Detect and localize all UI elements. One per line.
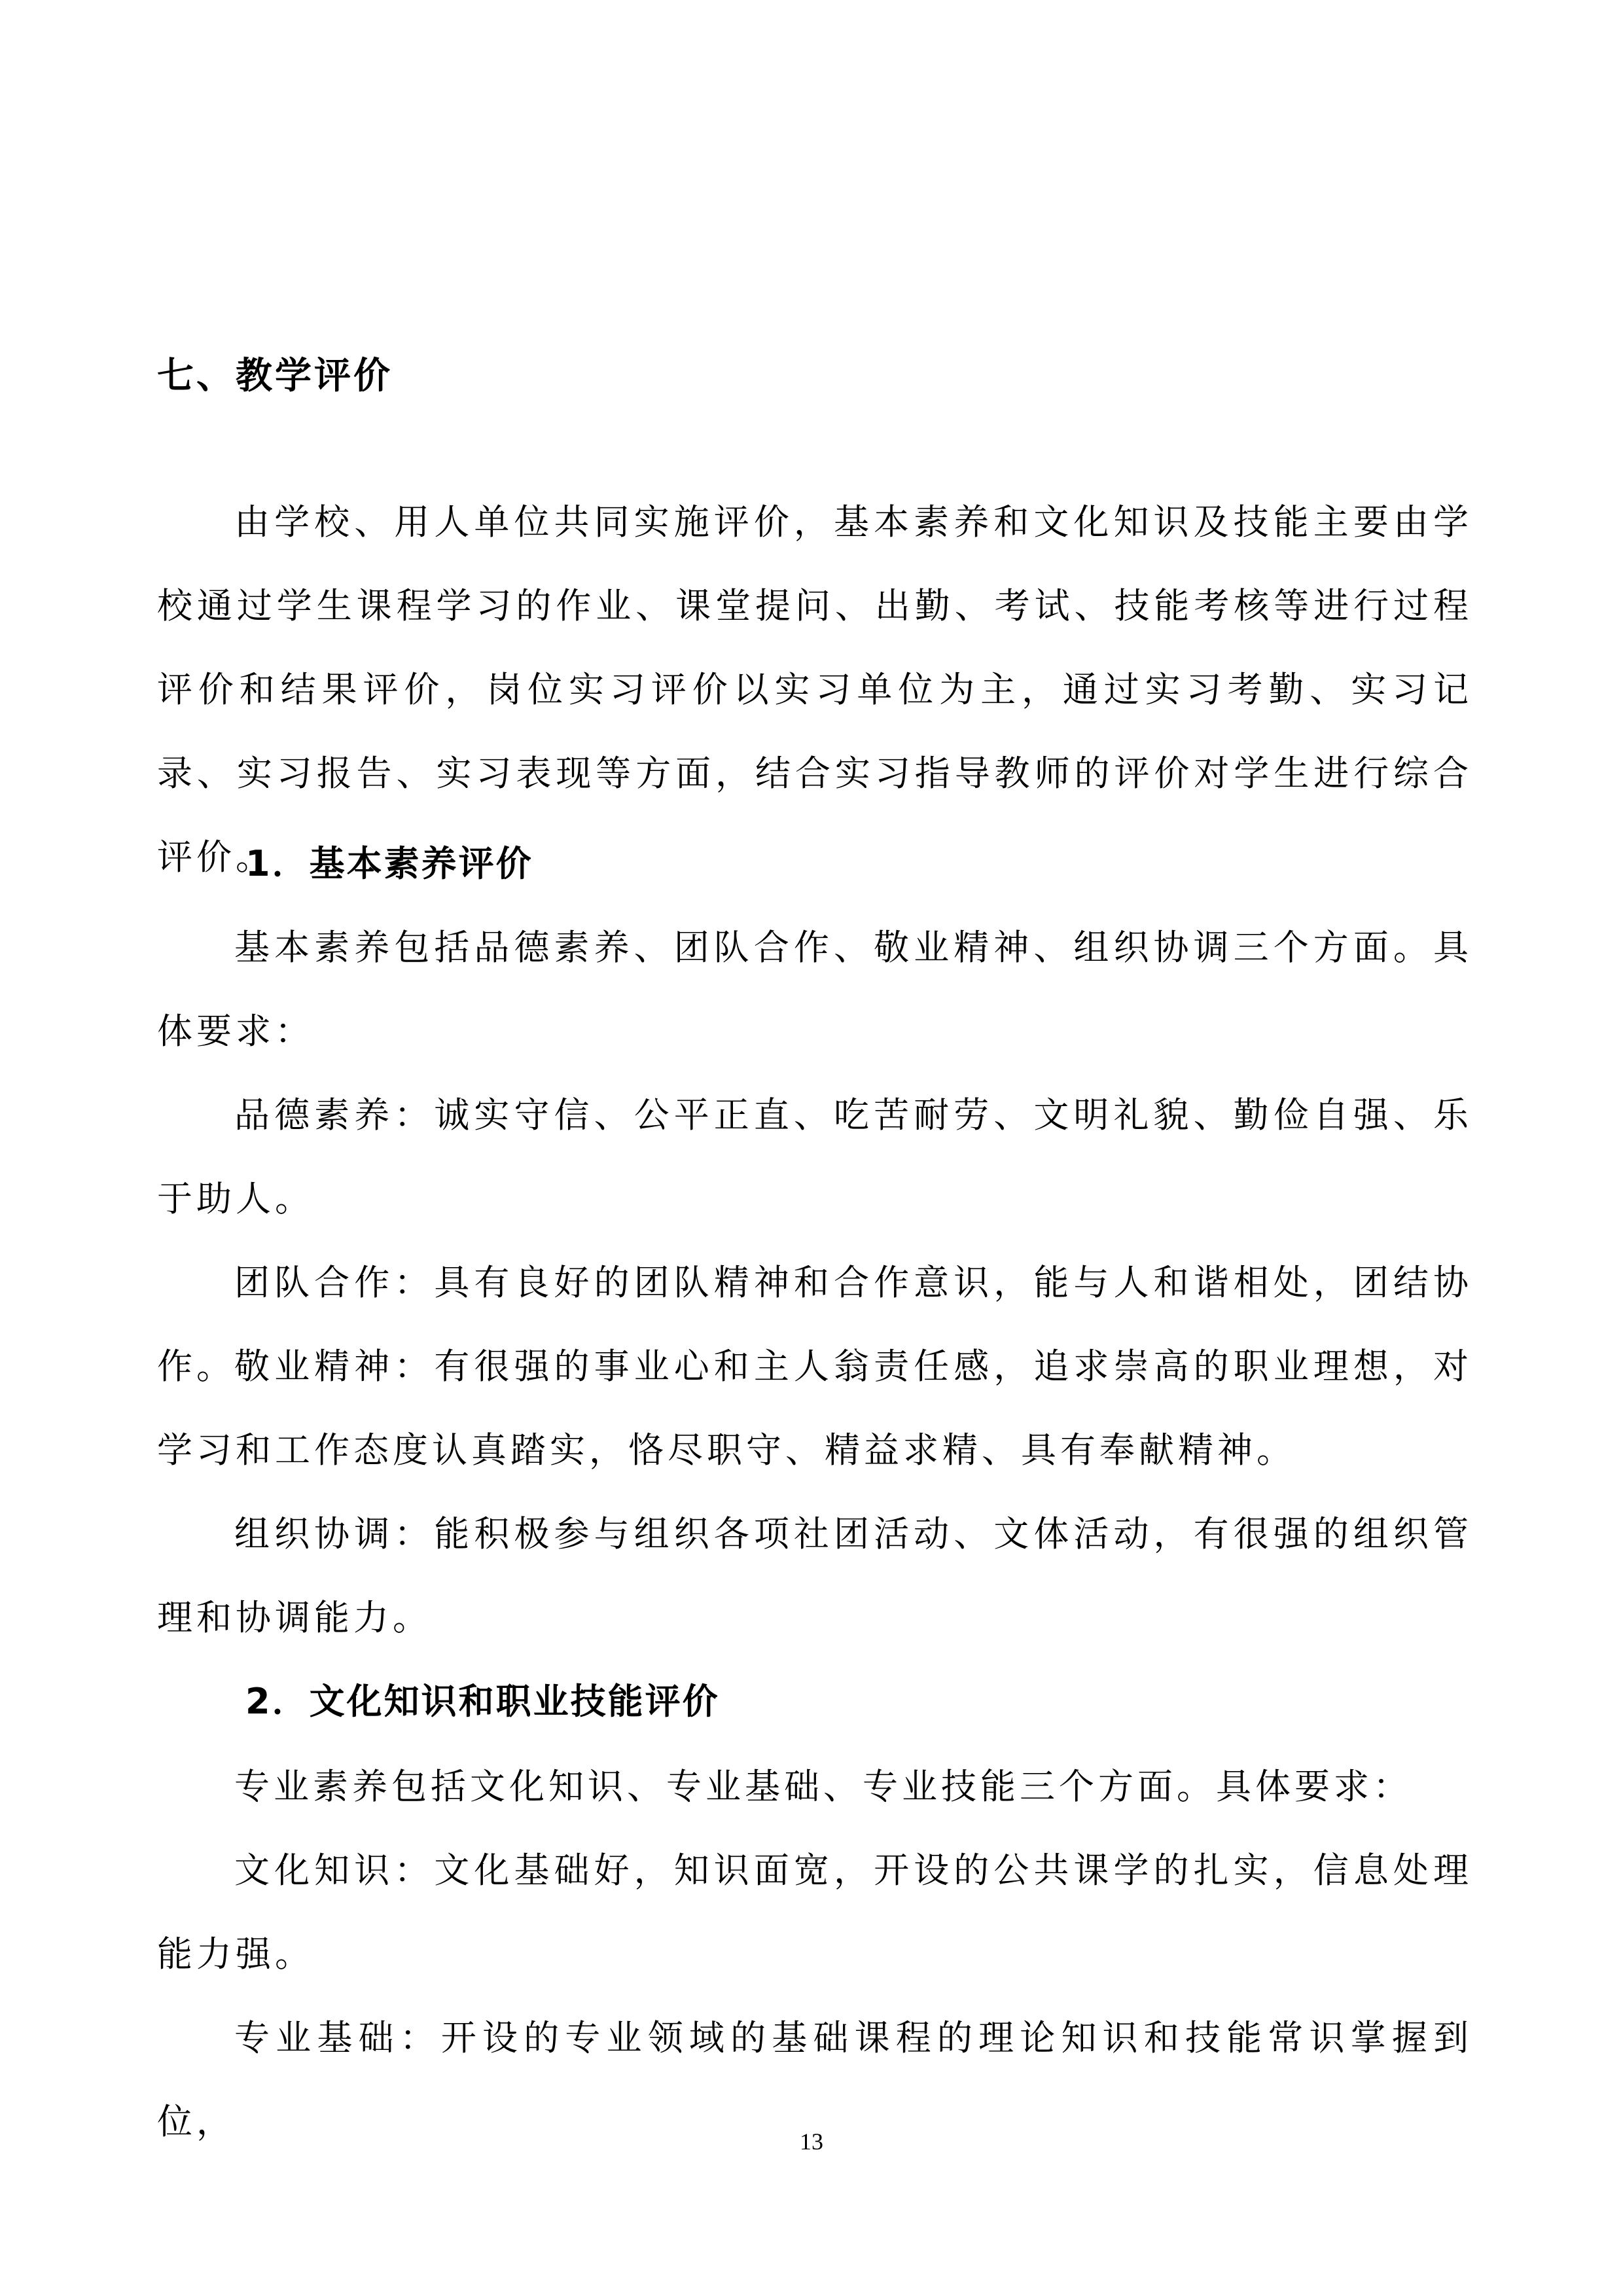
section-title: 七、教学评价 <box>157 355 393 397</box>
item-professional-foundation: 专业基础：开设的专业领域的基础课程的理论知识和技能常识掌握到位， <box>157 2017 1472 2142</box>
item-cultural-knowledge: 文化知识：文化基础好，知识面宽，开设的公共课学的扎实，信息处理能力强。 <box>157 1850 1472 1975</box>
item-moral-quality: 品德素养：诚实守信、公平正直、吃苦耐劳、文明礼貌、勤俭自强、乐于助人。 <box>157 1094 1472 1219</box>
intro-paragraph: 由学校、用人单位共同实施评价，基本素养和文化知识及技能主要由学校通过学生课程学习的作业、课堂提问、出勤、考试、技能考核等进行过程评价和结果评价，岗位实习评价以实习单位为主，通过实习考勤、实习记录、实习报告、实习表现等方面，结合实习指导教师的评价对学生进行综合评价。 <box>157 501 1472 878</box>
knowledge-skills-summary: 专业素养包括文化知识、专业基础、专业技能三个方面。具体要求： <box>234 1766 1412 1807</box>
subheading-knowledge-skills: 2．文化知识和职业技能评价 <box>245 1681 720 1722</box>
basic-quality-summary: 基本素养包括品德素养、团队合作、敬业精神、组织协调三个方面。具体要求： <box>157 927 1472 1052</box>
item-teamwork: 团队合作：具有良好的团队精神和合作意识，能与人和谐相处，团结协作。 <box>157 1262 1472 1387</box>
item-dedication: 敬业精神：有很强的事业心和主人翁责任感，追求崇高的职业理想，对学习和工作态度认真踏实，恪尽职守、精益求精、具有奉献精神。 <box>157 1346 1472 1471</box>
page-number: 13 <box>800 2128 823 2155</box>
item-coordination: 组织协调：能积极参与组织各项社团活动、文体活动，有很强的组织管理和协调能力。 <box>157 1513 1472 1638</box>
subheading-basic-quality: 1．基本素养评价 <box>245 843 533 884</box>
